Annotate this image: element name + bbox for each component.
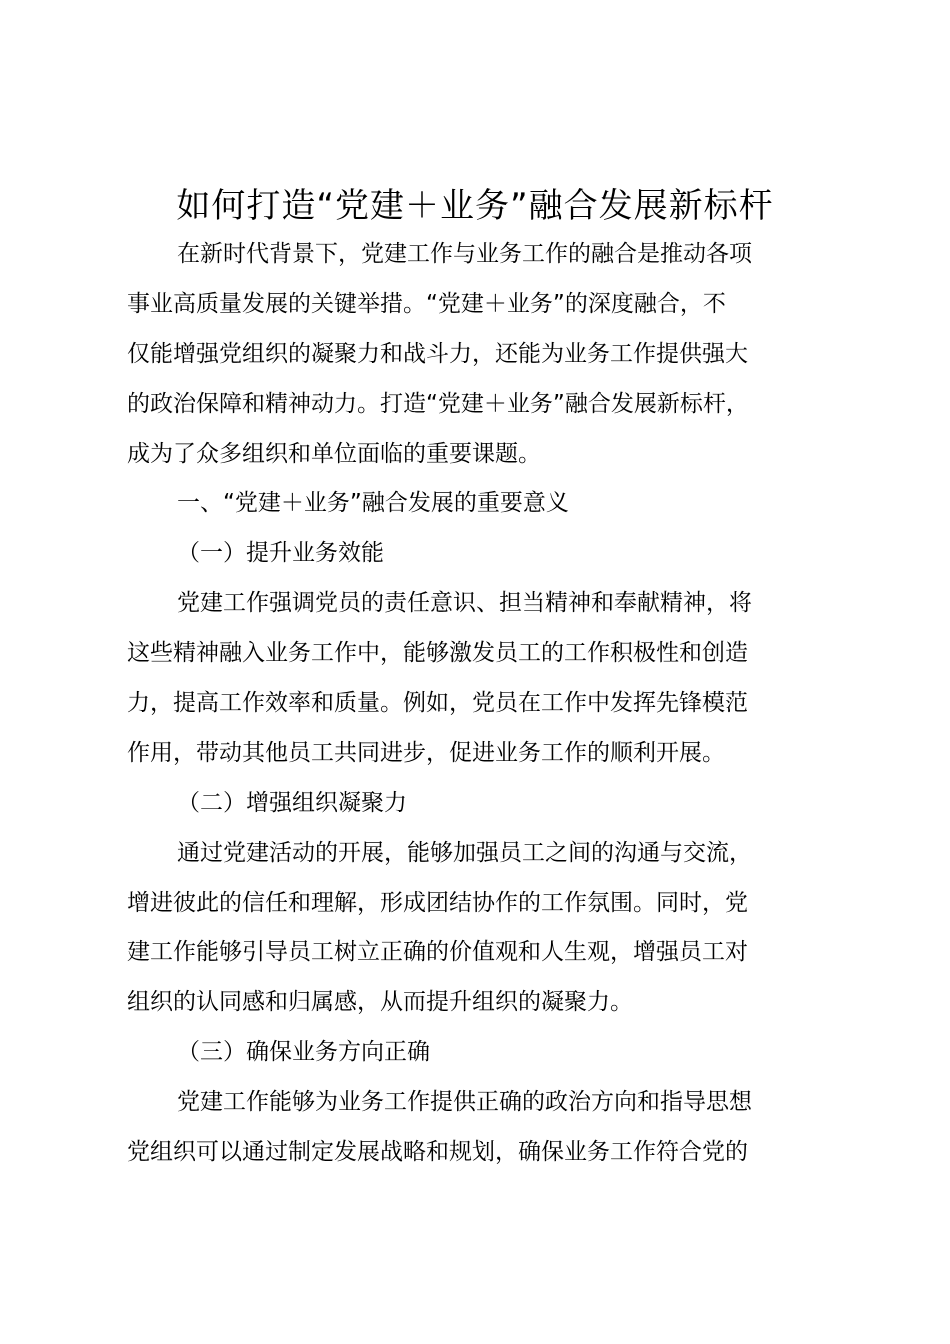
document-title: 如何打造“党建＋业务”融合发展新标杆 [176, 186, 774, 226]
paragraph-line: 仅能增强党组织的凝聚力和战斗力，还能为业务工作提供强大 [127, 340, 748, 367]
subsection-heading: （二）增强组织凝聚力 [177, 789, 407, 816]
paragraph-line: 党建工作能够为业务工作提供正确的政治方向和指导思想 [177, 1089, 752, 1116]
paragraph-line: 在新时代背景下，党建工作与业务工作的融合是推动各项 [177, 241, 752, 267]
section-heading: 一、“党建＋业务”融合发展的重要意义 [177, 490, 569, 517]
paragraph-line: 这些精神融入业务工作中，能够激发员工的工作积极性和创造 [127, 640, 748, 667]
subsection-heading: （三）确保业务方向正确 [177, 1039, 430, 1066]
paragraph-line: 党组织可以通过制定发展战略和规划，确保业务工作符合党的 [127, 1139, 748, 1166]
paragraph-line: 建工作能够引导员工树立正确的价值观和人生观，增强员工对 [127, 939, 748, 966]
paragraph-line: 力，提高工作效率和质量。例如，党员在工作中发挥先锋模范 [127, 690, 748, 717]
paragraph-line: 的政治保障和精神动力。打造“党建＋业务”融合发展新标杆， [127, 390, 749, 417]
document-body [127, 230, 833, 1178]
paragraph-line: 党建工作强调党员的责任意识、担当精神和奉献精神，将 [177, 590, 752, 617]
paragraph-line: 事业高质量发展的关键举措。“党建＋业务”的深度融合，不 [127, 290, 726, 317]
paragraph-line: 组织的认同感和归属感，从而提升组织的凝聚力。 [127, 989, 633, 1016]
paragraph-line: 成为了众多组织和单位面临的重要课题。 [127, 440, 541, 467]
paragraph-line: 作用，带动其他员工共同进步，促进业务工作的顺利开展。 [127, 739, 725, 766]
paragraph-line: 增进彼此的信任和理解，形成团结协作的工作氛围。同时，党 [127, 889, 748, 916]
paragraph-line: 通过党建活动的开展，能够加强员工之间的沟通与交流， [177, 839, 752, 866]
subsection-heading: （一）提升业务效能 [177, 540, 384, 567]
